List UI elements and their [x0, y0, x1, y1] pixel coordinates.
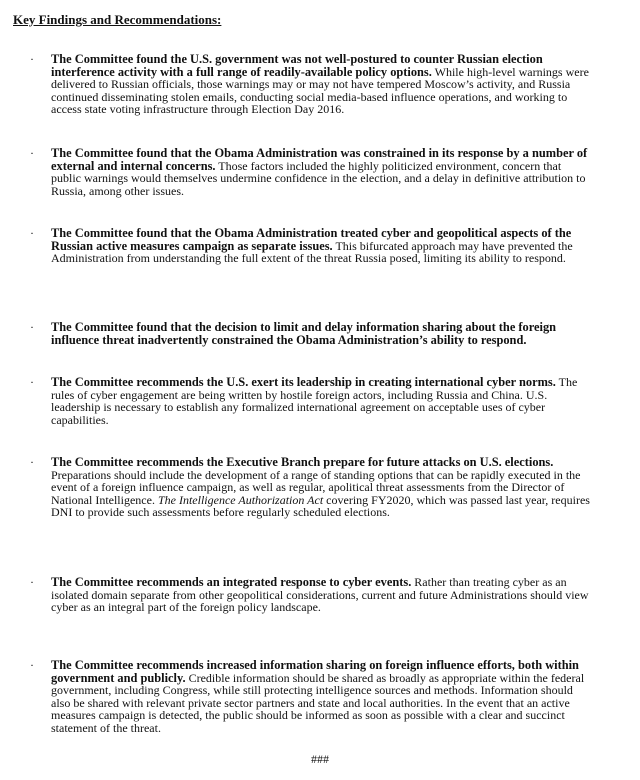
recommendation-item	[30, 376, 592, 426]
recommendation-text	[51, 659, 592, 735]
finding-body: This bifurcated approach may have prevented the Administration from understanding the full extent of the threat Russia posed, limiting its ability to respond.	[51, 238, 573, 266]
finding-body: While high-level warnings were delivered to Russian officials, those warnings may or may not have tempered Moscow’s activity, and Russia continued disseminating stolen emails, conducting social media-based influence operations, and working to access state voting infrastructure through Election Day 2016.	[51, 64, 589, 117]
finding-body: Those factors included the highly politicized environment, concern that public warnings would themselves undermine confidence in the election, and a delay in definitive attribution to Russia, among other issues.	[51, 158, 586, 198]
finding-item	[30, 227, 592, 265]
finding-text	[51, 53, 592, 116]
recommendation-bold: The Committee recommends the Executive Branch prepare for future attacks on U.S. elections.	[51, 455, 554, 469]
recommendation-bold: The Committee recommends increased information sharing on foreign influence efforts, both within government and publicly.	[51, 658, 579, 685]
finding-bold: The Committee found the U.S. government was not well-postured to counter Russian election interference activity with a full range of readily-available policy options.	[51, 52, 543, 79]
bullet-icon: ·	[30, 146, 34, 160]
finding-item	[30, 321, 592, 346]
recommendation-text	[51, 456, 592, 519]
recommendation-item	[30, 659, 592, 735]
bullet-icon: ·	[30, 226, 34, 240]
recommendation-item	[30, 576, 592, 614]
finding-text	[51, 227, 592, 265]
recommendation-text	[51, 576, 592, 614]
bullet-icon: ·	[30, 455, 34, 469]
finding-bold: The Committee found that the decision to limit and delay information sharing about the foreign influence threat inadvertently constrained the Obama Administration’s ability to respond.	[51, 320, 557, 347]
recommendation-item	[30, 456, 592, 519]
recommendation-bold: The Committee recommends an integrated response to cyber events.	[51, 575, 412, 589]
end-marker: ###	[311, 752, 329, 766]
act-title: The Intelligence Authorization Act	[157, 492, 324, 507]
bullet-icon: ·	[30, 52, 34, 66]
finding-text	[51, 321, 592, 346]
recommendation-body: The rules of cyber engagement are being written by hostile foreign actors, including Russia and China. U.S. leadership is necessary to establish any formalized international agreement on acceptable uses of cyber capabilities.	[51, 375, 578, 427]
bullet-icon: ·	[30, 320, 34, 334]
bullet-icon: ·	[30, 575, 34, 589]
recommendation-bold: The Committee recommends the U.S. exert its leadership in creating international cyber norms.	[51, 375, 556, 389]
finding-item	[30, 147, 592, 197]
recommendation-text	[51, 376, 592, 426]
recommendation-body: Credible information should be shared as broadly as appropriate within the federal government, including Congress, while still protecting intelligence sources and methods. Information should also be shared with relevant private sector partners and state and local authorities. In the event that an active measures campaign is detected, the public should be informed as soon as possible with a clear and succinct statement of the threat.	[51, 670, 585, 735]
recommendation-body: Rather than treating cyber as an isolated domain separate from other geopolitical considerations, current and future Administrations should view cyber as an integral part of the foreign policy landscape.	[51, 575, 589, 615]
bullet-icon: ·	[30, 658, 34, 672]
section-heading: Key Findings and Recommendations:	[13, 12, 222, 27]
finding-bold: The Committee found that the Obama Administration was constrained in its response by a number of external and internal concerns.	[51, 146, 588, 173]
recommendation-body-cont: covering FY2020, which was passed last year, requires DNI to provide such assessments before regularly scheduled elections.	[51, 492, 590, 520]
finding-text	[51, 147, 592, 197]
finding-item	[30, 53, 592, 116]
finding-bold: The Committee found that the Obama Administration treated cyber and geopolitical aspects of the Russian active measures campaign as separate issues.	[51, 226, 572, 253]
recommendation-body: Preparations should include the development of a range of standing options that can be rapidly executed in the event of a foreign influence campaign, as well as regular, apolitical threat assessments from the Director of National Intelligence.	[51, 467, 581, 507]
bullet-icon: ·	[30, 375, 34, 389]
